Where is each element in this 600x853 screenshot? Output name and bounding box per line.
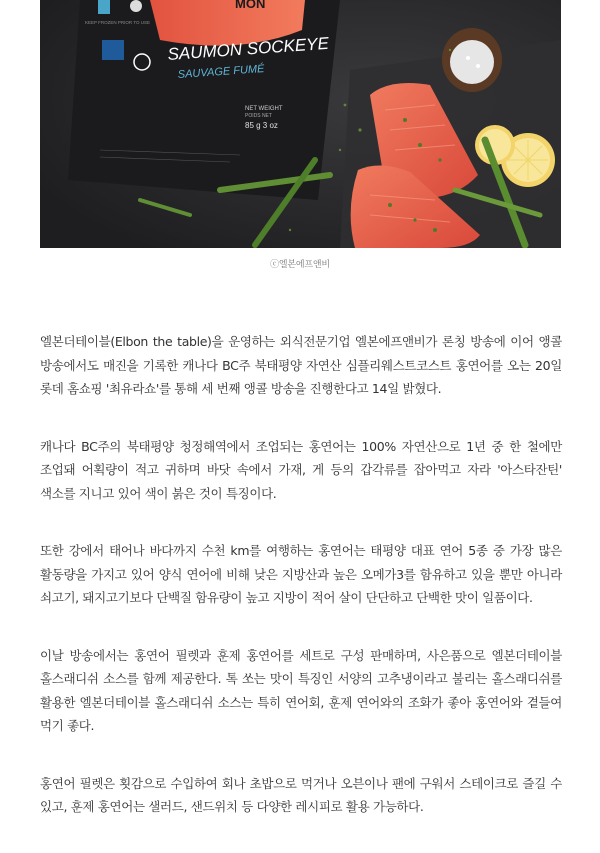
package-net-weight-fr: POIDS NET xyxy=(245,113,272,119)
package-top-word: MON xyxy=(235,0,266,11)
salmon-package xyxy=(68,0,340,200)
package-weight: 85 g 3 oz xyxy=(245,121,278,130)
article-paragraph: 이날 방송에서는 홍연어 필렛과 훈제 홍연어를 세트로 구성 판매하며, 사은품으로 엘본더테이블 홀스래디쉬 소스를 함께 제공한다. 톡 쏘는 맛이 특징인 서양의 고추냉이라고 불리는 홀스래디쉬를 활용한 엘본더테이블 홀스래디쉬 소스는 특히 연어회, 훈제 연어와의 조화가 좋아 홍연어와 곁들여 먹기 좋다. xyxy=(40,647,562,733)
article-paragraph: 홍연어 필렛은 횟감으로 수입하여 회나 초밥으로 먹거나 오븐이나 팬에 구워서 스테이크로 즐길 수 있고, 훈제 홍연어는 샐러드, 샌드위치 등 다양한 레시피로 활용 가능하다. xyxy=(40,775,562,814)
article-paragraph: 또한 강에서 태어나 바다까지 수천 km를 여행하는 홍연어는 태평양 대표 연어 5종 중 가장 많은 활동량을 가지고 있어 양식 연어에 비해 낮은 지방산과 높은 오메가3를 함유하고 있을 뿐만 아니라 쇠고기, 돼지고기보다 단백질 함유량이 높고 지방이 적어 살이 단단하고 단백한 맛이 일품이다. xyxy=(40,543,562,605)
package-brand: SAUMON SOCKEYE xyxy=(166,33,330,64)
package-subtitle: SAUVAGE FUMÉ xyxy=(177,62,265,81)
package-net-weight-label: NET WEIGHT xyxy=(245,106,283,112)
salt-bowl xyxy=(442,28,502,92)
article-paragraph: 엘본더테이블(Elbon the table)을 운영하는 외식전문기업 엘본에프앤비가 론칭 방송에 이어 앵콜 방송에서도 매진을 기록한 캐나다 BC주 북태평양 자연산 심플리웨스트코스트 홍연어를 오는 20일 롯데 홈쇼핑 '최유라쇼'를 통해 세 번째 앵콜 방송을 진행한다고 14일 밝혔다. xyxy=(40,334,562,396)
product-photo xyxy=(40,0,561,248)
article-paragraph: 캐나다 BC주의 북태평양 청정해역에서 조업되는 홍연어는 100% 자연산으로 1년 중 한 철에만 조업돼 어획량이 적고 귀하며 바닷 속에서 가재, 게 등의 갑각류를 잡아먹고 자라 '아스타잔틴' 색소를 지니고 있어 색이 붉은 것이 특징이다. xyxy=(40,438,562,501)
package-side-text: KEEP FROZEN PRIOR TO USE xyxy=(85,20,151,25)
photo-credit: ⓒ엘본에프앤비 xyxy=(270,260,330,270)
article-body xyxy=(40,330,562,853)
